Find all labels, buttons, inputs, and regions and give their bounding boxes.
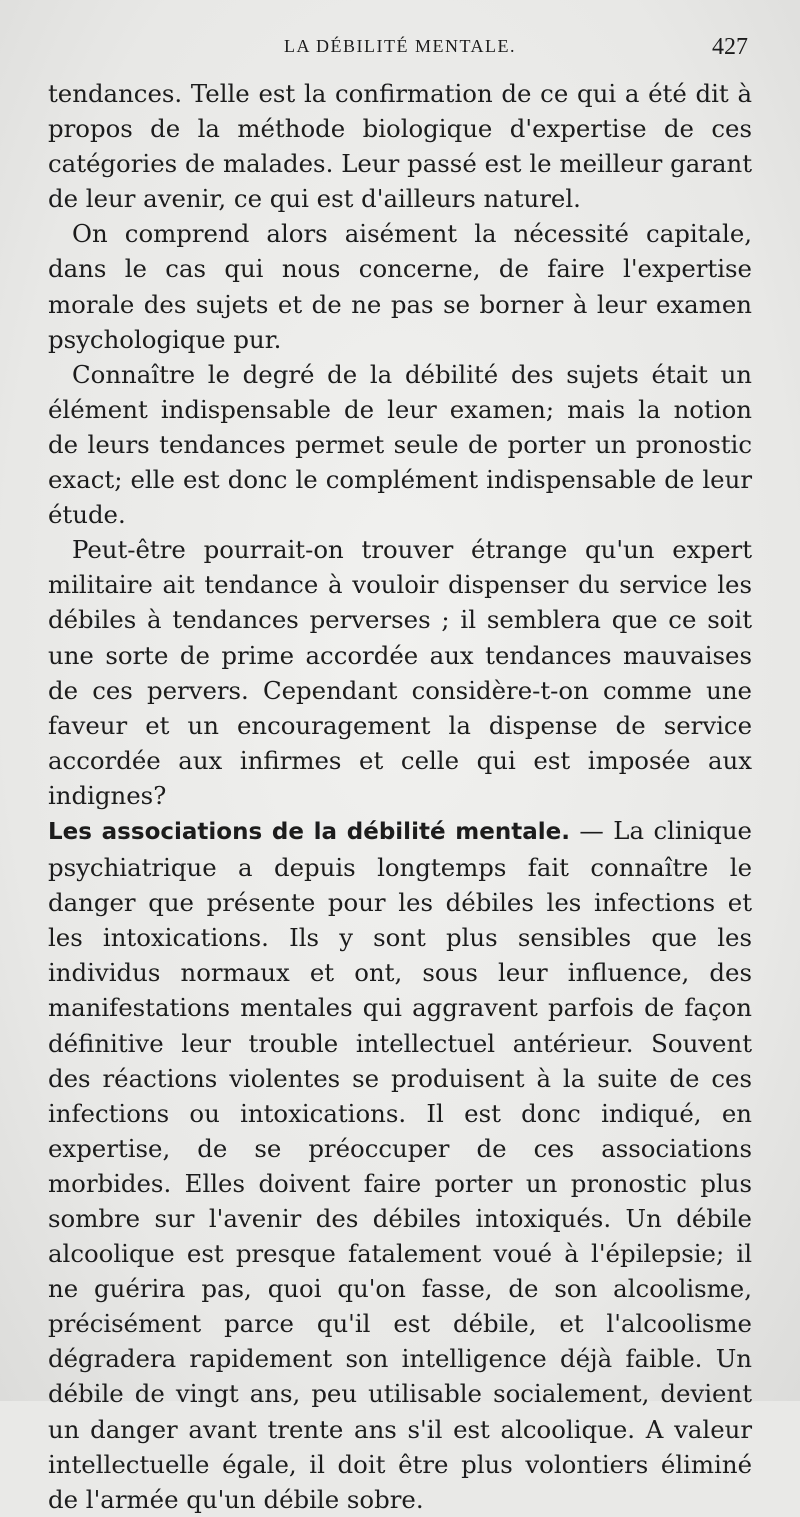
- body-text: [48, 76, 752, 1517]
- paragraph-expertise-morale: On comprend alors aisément la nécessité capitale, dans le cas qui nous concerne, de faire l'expertise morale des sujets et de ne pas se borner à leur examen psychologique pur.: [48, 219, 752, 354]
- paragraph-continuation: tendances. Telle est la confirmation de ce qui a été dit à propos de la méthode biologique d'expertise de ces catégories de malades. Leur passé est le meilleur garant de leur avenir, ce qui est d'ailleurs naturel.: [48, 79, 752, 214]
- paragraph-degre-debilite: Connaître le degré de la débilité des sujets était un élément indispensable de leur examen; mais la notion de leurs tendances permet seule de porter un pronostic exact; elle est donc le complément indispensable de leur étude.: [48, 359, 752, 530]
- section-heading: Les associations de la débilité mentale.: [48, 818, 570, 845]
- page-number: 427: [712, 34, 748, 60]
- running-head: [48, 36, 752, 66]
- paragraph-associations: [48, 813, 752, 1517]
- paragraph-expert-militaire: Peut-être pourrait-on trouver étrange qu'un expert militaire ait tendance à vouloir dispenser du service les débiles à tendances perverses ; il semblera que ce soit une sorte de prime accordée aux tendances mauvaises de ces pervers. Cependant considère-t-on comme une faveur et un encouragement la dispense de service accordée aux infirmes et celle qui est imposée aux indignes?: [48, 535, 752, 810]
- section-body: — La clinique psychiatrique a depuis longtemps fait connaître le danger que présente pour les débiles les infections et les intoxications. Ils y sont plus sensibles que les individus normaux et ont, sous leur influence, des manifestations mentales qui aggravent parfois de façon définitive leur trouble intellectuel antérieur. Souvent des réactions violentes se produisent à la suite de ces infections ou intoxications. Il est donc indiqué, en expertise, de se préoccuper de ces associations morbides. Elles doivent faire porter un pronostic plus sombre sur l'avenir des débiles intoxiqués. Un débile alcoolique est presque fatalement voué à l'épilepsie; il ne guérira pas, quoi qu'on fasse, de son alcoolisme, précisément parce qu'il est débile, et l'alcoolisme dégradera rapidement son intelligence déjà faible. Un débile de vingt ans, peu utilisable socialement, devient un danger avant trente ans s'il est alcoolique. A valeur intellectuelle égale, il doit être plus volontiers éliminé de l'armée qu'un débile sobre.: [48, 815, 752, 1514]
- running-title: LA DÉBILITÉ MENTALE.: [283, 36, 517, 56]
